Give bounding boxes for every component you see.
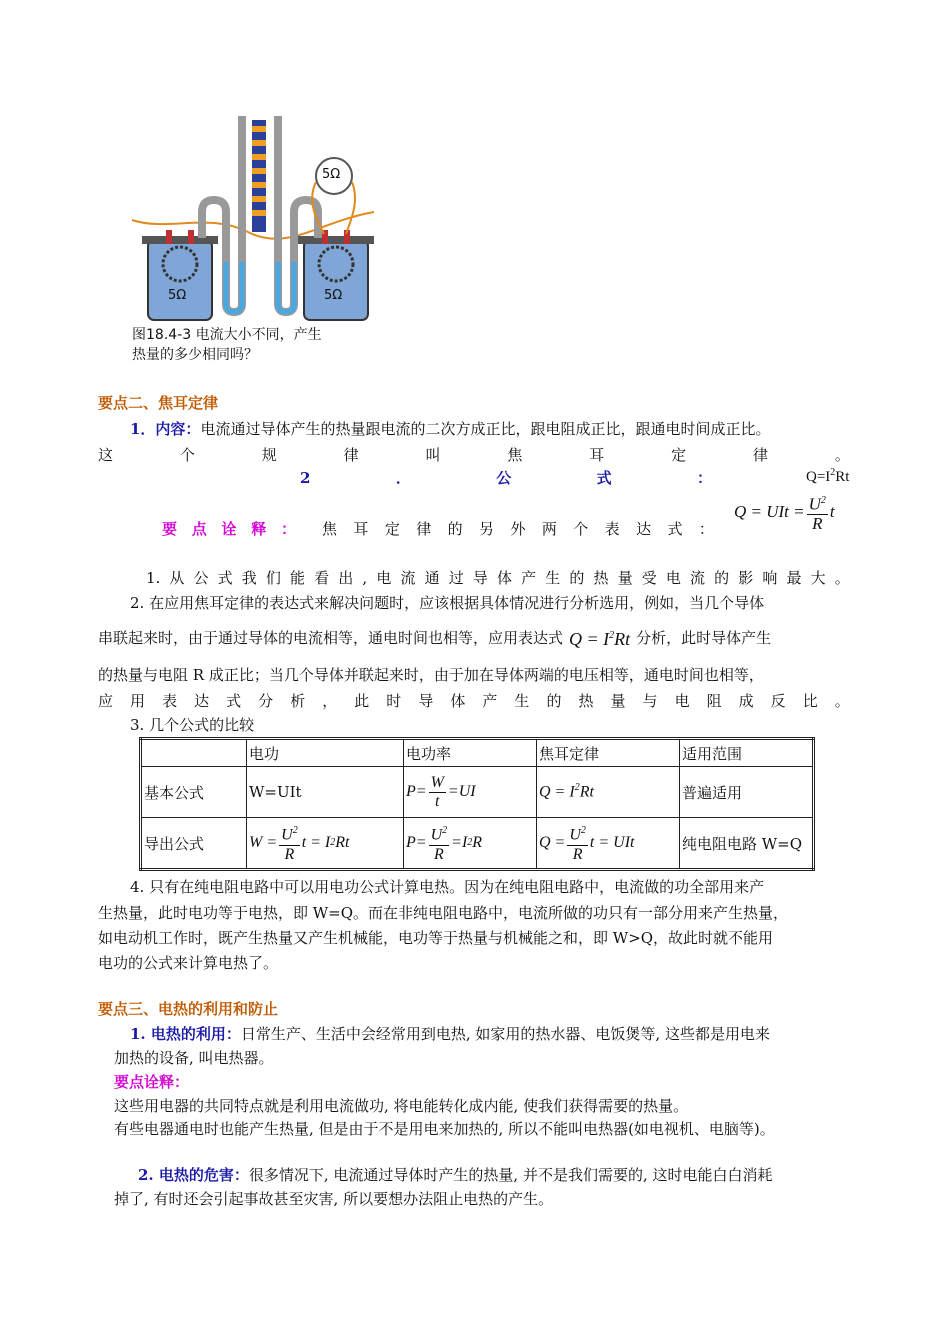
char: 析 — [290, 692, 306, 710]
heat-harm-line2: 掉了, 有时还会引起事故甚至灾害, 所以要想办法阻止电热的产生。 — [114, 1190, 554, 1208]
content-label: 1．内容： — [130, 420, 201, 438]
char: 量 — [610, 692, 626, 710]
point-2c: 的热量与电阻 R 成正比；当几个导体并联起来时，由于加在导体两端的电压相等，通电时间也相等， — [98, 666, 764, 684]
char: 电 — [376, 569, 392, 587]
heat-use-text: 日常生产、生活中会经常用到电热, 如家用的热水器、电饭煲等, 这些都是用电来 — [240, 1025, 770, 1043]
char: 式 — [226, 692, 242, 710]
char: 焦 — [322, 520, 338, 538]
note-text — [322, 518, 714, 539]
work-derived-formula: W = $\frac{U^2}{R}$ t = I 2 Rt — [247, 818, 404, 870]
char: 电 — [665, 569, 681, 587]
char: 达 — [194, 692, 210, 710]
content-paragraph — [130, 418, 850, 440]
char: 表 — [604, 520, 620, 538]
char: 产 — [482, 692, 498, 710]
char: 式 — [217, 569, 233, 587]
char: 此 — [354, 692, 370, 710]
char: 律 — [753, 446, 769, 464]
char: 的 — [447, 520, 463, 538]
char: ， — [322, 692, 338, 710]
char: ． — [395, 469, 411, 487]
char: 量 — [617, 569, 633, 587]
point-4c: 如电动机工作时，既产生热量又产生机械能，电功等于热量与机械能之和，即 W>Q，故此时就不能用 — [98, 929, 774, 947]
row-label: 基本公式 — [141, 767, 247, 818]
table-header-cell: 电功 — [247, 739, 404, 767]
char: 公 — [496, 469, 512, 487]
formula-alt: Q = UIt = $\frac{U^2}{R}$ t — [734, 492, 835, 533]
point-2d — [98, 690, 850, 712]
char: 规 — [261, 446, 277, 464]
char: 2 — [300, 469, 311, 487]
char: 们 — [265, 569, 281, 587]
char: 两 — [541, 520, 557, 538]
char: 定 — [384, 520, 400, 538]
char: 式 — [667, 520, 683, 538]
point-1 — [146, 567, 850, 589]
char: 大 — [810, 569, 826, 587]
char: 用 — [130, 692, 146, 710]
char: 个 — [573, 520, 589, 538]
scope-cell: 普遍适用 — [680, 767, 814, 818]
char: 另 — [479, 520, 495, 538]
char: 最 — [786, 569, 802, 587]
text: 分析，此时导体产生 — [636, 628, 772, 647]
char: 导 — [418, 692, 434, 710]
char: 体 — [450, 692, 466, 710]
joule-derived-formula: Q = $\frac{U^2}{R}$ t = UIt — [537, 818, 680, 870]
experiment-figure — [128, 112, 376, 366]
char: 要 — [162, 520, 178, 538]
table-header-cell: 适用范围 — [680, 739, 814, 767]
heat-harm-paragraph — [138, 1164, 850, 1186]
char: 响 — [762, 569, 778, 587]
char: 我 — [241, 569, 257, 587]
char: 释 — [251, 520, 267, 538]
char: 时 — [386, 692, 402, 710]
text: 串联起来时，由于通过导体的电流相等，通电时间也相等，应用表达式 — [98, 628, 564, 647]
section2-heading: 要点二、焦耳定律 — [98, 394, 219, 412]
char: ： — [696, 469, 712, 487]
char: 叫 — [425, 446, 441, 464]
formula-label — [300, 467, 712, 489]
char: 热 — [593, 569, 609, 587]
char: 耳 — [353, 520, 369, 538]
section3-note2: 有些电器通电时也能产生热量, 但是由于不是用电来加热的, 所以不能叫电热器(如电视机、电脑等)。 — [114, 1120, 775, 1138]
char: 体 — [496, 569, 512, 587]
char: ： — [698, 520, 714, 538]
char: 热 — [578, 692, 594, 710]
char: 受 — [641, 569, 657, 587]
char: 看 — [314, 569, 330, 587]
char: 生 — [514, 692, 530, 710]
point-4b: 生热量，此时电功等于电热，即 W=Q。而在非纯电阻电路中，电流所做的功只有一部分用来产生热量， — [98, 904, 789, 922]
point-2b — [98, 625, 850, 650]
char: 1. — [146, 569, 161, 587]
char: 的 — [569, 569, 585, 587]
char: 电 — [674, 692, 690, 710]
char: 流 — [400, 569, 416, 587]
char: 诠 — [221, 520, 237, 538]
char: 律 — [416, 520, 432, 538]
point-3: 3. 几个公式的比较 — [130, 716, 255, 734]
char: , — [362, 569, 368, 587]
resistor-top-label: 5Ω — [322, 167, 341, 182]
table-row — [141, 767, 814, 818]
char: 能 — [290, 569, 306, 587]
section3-note1: 这些用电器的共同特点就是利用电流做功, 将电能转化成内能, 使我们获得需要的热量。 — [114, 1097, 689, 1115]
char: 出 — [338, 569, 354, 587]
char: 阻 — [706, 692, 722, 710]
char: 外 — [510, 520, 526, 538]
point-4d: 电功的公式来计算电热了。 — [98, 954, 279, 972]
formula-comparison-table — [139, 737, 815, 871]
char: 反 — [770, 692, 786, 710]
heat-use-paragraph — [130, 1023, 850, 1045]
char: 焦 — [507, 446, 523, 464]
char: 律 — [343, 446, 359, 464]
figure-caption-line2: 热量的多少相同吗？ — [132, 347, 258, 363]
work-formula: W=UIt — [247, 767, 404, 818]
char: ： — [280, 520, 296, 538]
char: 与 — [642, 692, 658, 710]
char: 通 — [424, 569, 440, 587]
heat-harm-text: 很多情况下, 电流通过导体时产生的热量, 并不是我们需要的, 这时电能白白消耗 — [248, 1166, 773, 1184]
joule-formula: $Q = I^2Rt$ — [537, 767, 680, 818]
row-label: 导出公式 — [141, 818, 247, 870]
note-label — [162, 518, 296, 539]
figure-caption-line1: 图18.4-3 电流大小不同，产生 — [132, 327, 322, 343]
content-line2 — [98, 444, 850, 466]
char: 定 — [671, 446, 687, 464]
point-4a: 4. 只有在纯电阻电路中可以用电功公式计算电热。因为在纯电阻电路中，电流做的功全部用来产 — [130, 878, 765, 896]
char: 应 — [98, 692, 114, 710]
char: 。 — [834, 692, 850, 710]
char: 导 — [472, 569, 488, 587]
formula-text-tail: Rt — [835, 469, 850, 485]
char: 比 — [802, 692, 818, 710]
char: 点 — [191, 520, 207, 538]
char: 个 — [179, 446, 195, 464]
char: 的 — [546, 692, 562, 710]
table-row — [141, 818, 814, 870]
char: 表 — [162, 692, 178, 710]
char: 影 — [738, 569, 754, 587]
char: 成 — [738, 692, 754, 710]
table-header-cell: 焦耳定律 — [537, 739, 680, 767]
table-header-cell: 电功率 — [404, 739, 537, 767]
section3-heading: 要点三、电热的利用和防止 — [98, 1000, 279, 1018]
resistor-right-label: 5Ω — [324, 288, 343, 303]
char: 生 — [545, 569, 561, 587]
formula-text: Q=I — [806, 469, 831, 485]
char: 流 — [689, 569, 705, 587]
power-formula: P= $\frac{W}{t}$ =UI — [404, 767, 537, 818]
formula-q-i2rt: $Q = I^2Rt$ — [569, 629, 631, 649]
char: 耳 — [589, 446, 605, 464]
content-text: 电流通过导体产生的热量跟电流的二次方成正比，跟电阻成正比，跟通电时间成正比。 — [200, 420, 771, 438]
char: 这 — [98, 446, 114, 464]
char: 分 — [258, 692, 274, 710]
resistor-left-label: 5Ω — [168, 288, 187, 303]
char: 的 — [714, 569, 730, 587]
char: 式 — [596, 469, 612, 487]
heat-use-label: 1. 电热的利用： — [130, 1025, 241, 1043]
power-derived-formula: P= $\frac{U^2}{R}$ =I 2 R — [404, 818, 537, 870]
section3-note-label: 要点诠释： — [114, 1073, 190, 1091]
char: 过 — [448, 569, 464, 587]
char: 。 — [834, 446, 850, 464]
char: 从 — [169, 569, 185, 587]
point-2a: 2. 在应用焦耳定律的表达式来解决问题时，应该根据具体情况进行分析选用，例如，当几个导体 — [130, 594, 765, 612]
table-header-row — [141, 739, 814, 767]
char: 公 — [193, 569, 209, 587]
formula-q: $Q=I^2Rt$ — [806, 467, 850, 485]
table-header-cell — [141, 739, 247, 767]
char: 。 — [834, 569, 850, 587]
char: 产 — [521, 569, 537, 587]
scope-cell: 纯电阻电路 W=Q — [680, 818, 814, 870]
heat-use-line2: 加热的设备, 叫电热器。 — [114, 1049, 274, 1067]
heat-harm-label: 2. 电热的危害： — [138, 1166, 249, 1184]
char: 达 — [636, 520, 652, 538]
